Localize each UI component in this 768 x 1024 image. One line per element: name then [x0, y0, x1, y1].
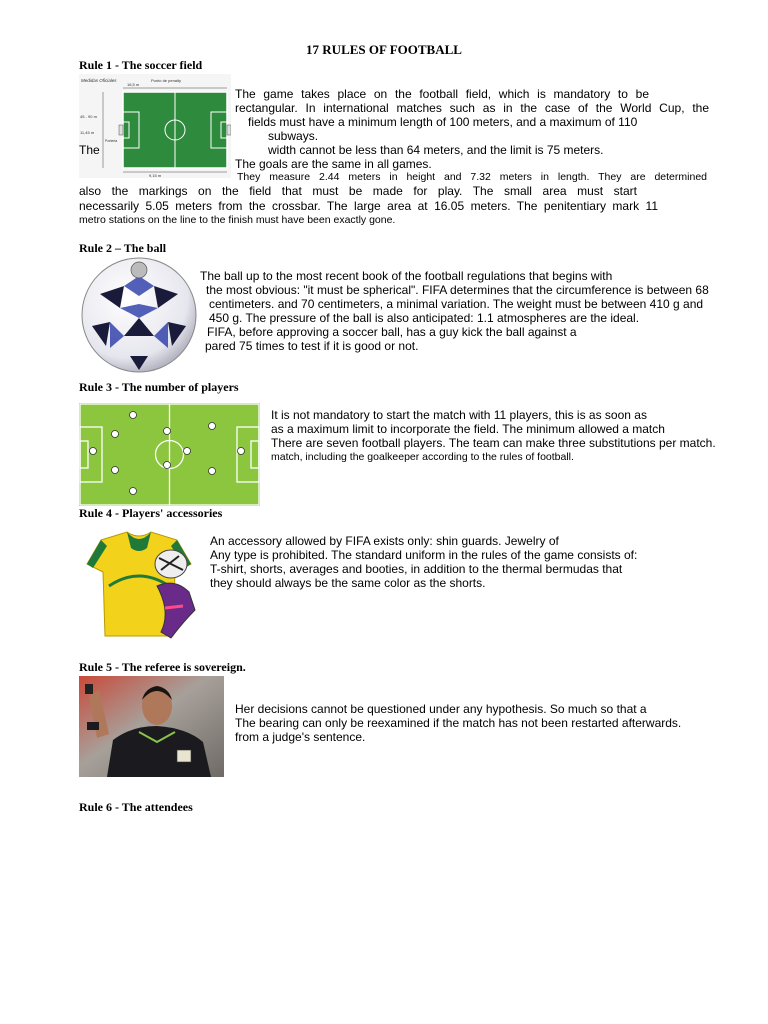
rule5-line: Her decisions cannot be questioned under any hypothesis. So much so that a	[235, 702, 647, 716]
rule2-heading: Rule 2 – The ball	[79, 241, 167, 255]
player-formation-diagram	[79, 403, 260, 506]
rule1-line: The game takes place on the football field, which is mandatory to be	[235, 87, 649, 101]
rule1-line: rectangular. In international matches such as in the case of the World Cup, the	[235, 101, 709, 115]
rule5-line: The bearing can only be reexamined if the match has not been restarted afterwards.	[235, 716, 682, 730]
diagram-label-dim-bottom: 9,15 m	[149, 173, 162, 178]
referee-photo	[79, 676, 224, 777]
rule2-line: 450 g. The pressure of the ball is also anticipated: 1.1 atmospheres are the ideal.	[209, 311, 640, 325]
soccer-field-diagram	[79, 74, 231, 178]
rule3-heading: Rule 3 - The number of players	[79, 380, 239, 394]
rule4-line: they should always be the same color as the shorts.	[210, 576, 486, 590]
rule1-line: metro stations on the line to the finish must have been exactly gone.	[79, 214, 396, 226]
rule4-line: T-shirt, shorts, averages and booties, in addition to the thermal bermudas that	[210, 562, 623, 576]
rule3-line: as a maximum limit to incorporate the field. The minimum allowed a match	[271, 422, 665, 436]
jersey-and-boots-image	[79, 526, 201, 648]
rule4-line: Any type is prohibited. The standard uniform in the rules of the game consists of:	[210, 548, 638, 562]
rule6-heading: Rule 6 - The attendees	[79, 800, 193, 814]
rule4-line: An accessory allowed by FIFA exists only: shin guards. Jewelry of	[210, 534, 559, 548]
rule3-line: It is not mandatory to start the match with 11 players, this is as soon as	[271, 408, 647, 422]
rule1-line: The	[79, 143, 100, 157]
rule1-line: fields must have a minimum length of 100 meters, and a maximum of 110	[248, 115, 638, 129]
rule2-line: the most obvious: "it must be spherical". FIFA determines that the circumference is between 68	[206, 283, 709, 297]
rule2-line: FIFA, before approving a soccer ball, has a guy kick the ball against a	[207, 325, 577, 339]
rule1-line: also the markings on the field that must be made for play. The small area must start	[79, 184, 637, 198]
rule1-line: width cannot be less than 64 meters, and the limit is 75 meters.	[268, 143, 604, 157]
rule2-line: pared 75 times to test if it is good or not.	[205, 339, 419, 353]
rule3-line: There are seven football players. The team can make three substitutions per match.	[271, 436, 716, 450]
diagram-label-title: Medidas Oficiales	[81, 78, 117, 83]
rule1-line: The goals are the same in all games.	[235, 157, 432, 171]
diagram-label-dim-top: 16,5 m	[127, 82, 140, 87]
rule1-line: They measure 2.44 meters in height and 7.32 meters in length. They are determined	[237, 171, 707, 183]
diagram-label-penalty: Punto de penalty	[151, 78, 182, 83]
soccer-ball-image	[80, 256, 198, 374]
rule2-line: centimeters. and 70 centimeters, a minimal variation. The weight must be between 410 g and	[209, 297, 704, 311]
diagram-label-goal: Porteria	[105, 139, 118, 143]
rule1-heading: Rule 1 - The soccer field	[79, 58, 203, 72]
document-title: 17 RULES OF FOOTBALL	[306, 42, 462, 57]
diagram-label-left-b: 11,45 m	[80, 130, 95, 135]
rule1-line: necessarily 5.05 meters from the crossbar. The large area at 16.05 meters. The penitentiary mark 11	[79, 199, 658, 213]
rule5-line: from a judge's sentence.	[235, 730, 366, 744]
rule3-line: match, including the goalkeeper according to the rules of football.	[271, 451, 574, 463]
diagram-label-left-a: 45 - 90 m	[80, 114, 97, 119]
rule1-line: subways.	[268, 129, 319, 143]
rule2-line: The ball up to the most recent book of the football regulations that begins with	[200, 269, 613, 283]
rule5-heading: Rule 5 - The referee is sovereign.	[79, 660, 246, 674]
rule4-heading: Rule 4 - Players' accessories	[79, 506, 223, 520]
